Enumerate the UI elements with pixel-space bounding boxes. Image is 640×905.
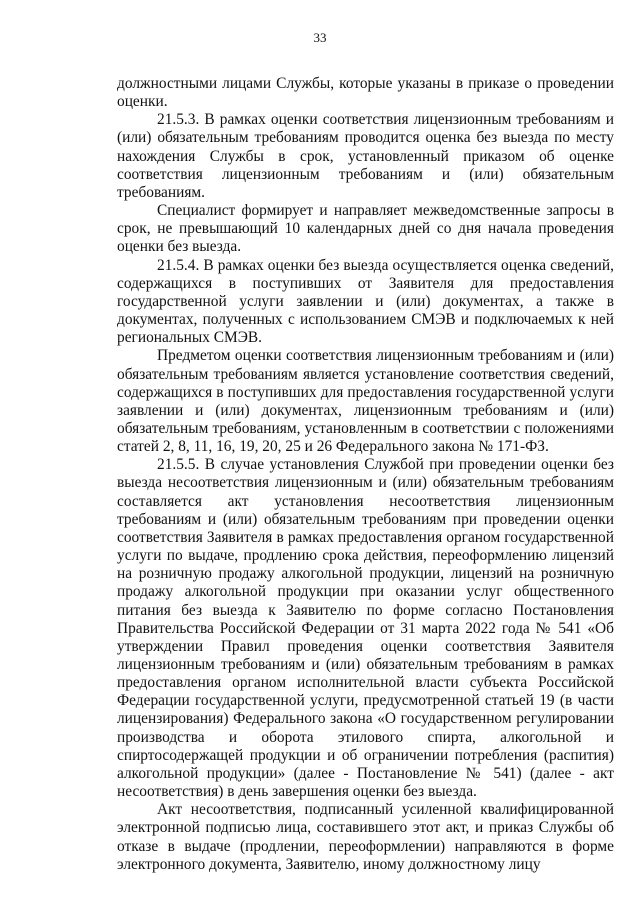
document-body [117, 75, 614, 874]
paragraph-21-5-5: 21.5.5. В случае установления Службой при проведении оценки без выезда несоответствия лицензионным и (или) обязательным требованиям составляется акт установления несоответствия лицензионным требованиям и (или) обязательным требованиям при проведении оценки соответствия Заявителя в рамках предоставления органом государственной услуги по выдаче, продлению срока действия, переоформлению лицензий на розничную продажу алкогольной продукции, лицензий на розничную продажу алкогольной продукции при оказании услуг общественного питания без выезда к Заявителю по форме согласно Постановления Правительства Российской Федерации от 31 марта 2022 года № 541 «Об утверждении Правил проведения оценки соответствия Заявителя лицензионным требованиям и (или) обязательным требованиям в рамках предоставления органом исполнительной власти субъекта Российской Федерации государственной услуги, предусмотренной статьей 19 (в части лицензирования) Федерального закона «О государственном регулировании производства и оборота этилового спирта, алкогольной и спиртосодержащей продукции и об ограничении потребления (распития) алкогольной продукции» (далее - Постановление № 541) (далее - акт несоответствия) в день завершения оценки без выезда. [117, 456, 614, 801]
paragraph-nonconformity-act: Акт несоответствия, подписанный усиленной квалифицированной электронной подписью лица, составившего этот акт, и приказ Службы об отказе в выдаче (продлении, переоформлении) направляются в форме электронного документа, Заявителю, иному должностному лицу [117, 801, 614, 873]
paragraph-21-5-4: 21.5.4. В рамках оценки без выезда осуществляется оценка сведений, содержащихся в поступивших от Заявителя для предоставления государственной услуги заявлении и (или) документах, а также в документах, полученных с использованием СМЭВ и подключаемых к ней региональных СМЭВ. [117, 256, 614, 347]
paragraph-specialist-requests: Специалист формирует и направляет межведомственные запросы в срок, не превышающий 10 календарных дней со дня начала проведения оценки без выезда. [117, 202, 614, 256]
paragraph-assessment-subject: Предметом оценки соответствия лицензионным требованиям и (или) обязательным требованиям является установление соответствия сведений, содержащихся в поступивших для предоставления государственной услуги заявлении и (или) документах, лицензионным требованиям и (или) обязательным требованиям, установленным в соответствии с положениями статей 2, 8, 11, 16, 19, 20, 25 и 26 Федерального закона № 171-ФЗ. [117, 347, 614, 456]
paragraph-continuation: должностными лицами Службы, которые указаны в приказе о проведении оценки. [117, 75, 614, 111]
paragraph-21-5-3: 21.5.3. В рамках оценки соответствия лицензионным требованиям и (или) обязательным требованиям проводится оценка без выезда по месту нахождения Службы в срок, установленный приказом об оценке соответствия лицензионным требованиям и (или) обязательным требованиям. [117, 111, 614, 201]
page-number: 33 [313, 30, 327, 45]
